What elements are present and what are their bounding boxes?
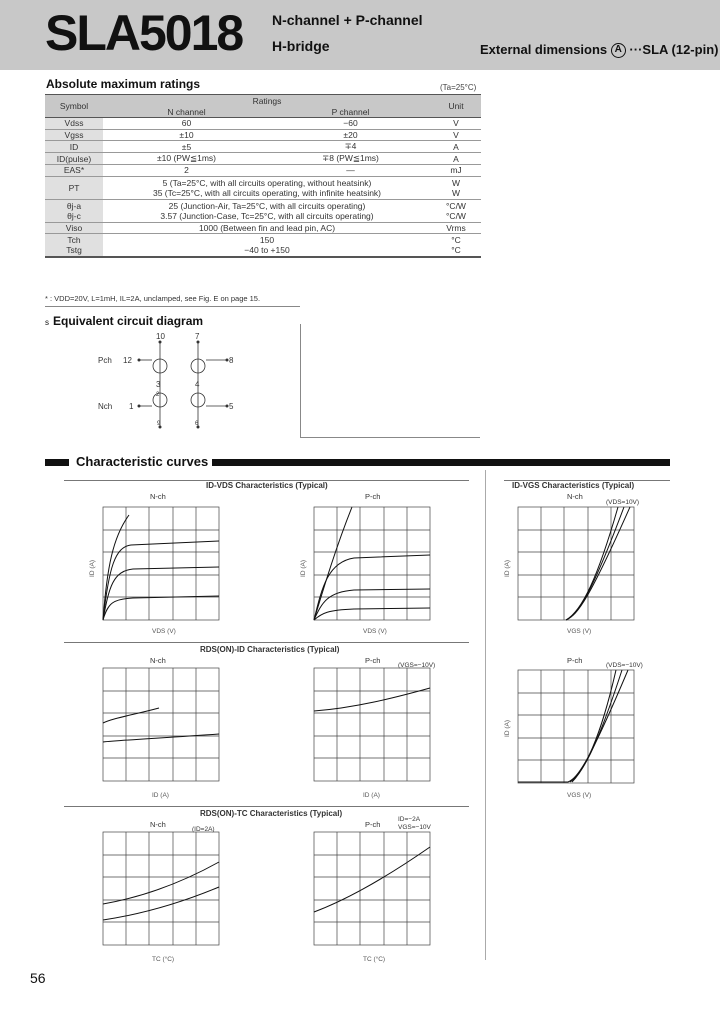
xlabel: ID (A)	[152, 792, 169, 799]
graph-nch-id-vgs	[518, 507, 634, 620]
graph-title-id-vgs: ID-VGS Characteristics (Typical)	[512, 481, 635, 490]
table-row: EAS* 2 — mJ	[45, 165, 481, 177]
svg-text:2: 2	[156, 392, 160, 398]
graph-pch-rds-id	[314, 668, 430, 781]
external-dimensions	[480, 42, 718, 58]
table-row: ID ±5 ∓4 A	[45, 141, 481, 153]
graph-title-rds-id: RDS(ON)-ID Characteristics (Typical)	[200, 645, 340, 654]
panel-frame-2	[64, 642, 469, 643]
xlabel: TC (°C)	[152, 956, 175, 963]
ta-note: (Ta=25°C)	[440, 83, 477, 92]
ylabel: ID (A)	[88, 560, 96, 577]
xlabel: ID (A)	[363, 792, 380, 799]
amr-title: Absolute maximum ratings	[46, 77, 201, 91]
label-pch: P-ch	[567, 656, 583, 665]
table-row-viso: Viso 1000 (Between fin and lead pin, AC) Vrms	[45, 222, 481, 234]
curves-title: Characteristic curves	[72, 454, 212, 469]
graph-pch-id-vds	[314, 507, 430, 620]
ext-suffix: ···SLA (12-pin)	[629, 42, 719, 57]
table-row-pt: PT 5 (Ta=25°C, with all circuits operating, without heatsink) 35 (Tc=25°C, with all circuits operating, with infinite heatsink) W W	[45, 176, 481, 199]
col-p-channel: P channel	[270, 106, 431, 118]
amr-table	[45, 94, 481, 258]
table-row-temp: Tch Tstg 150 −40 to +150 °C °C	[45, 234, 481, 257]
section-bar-right	[212, 459, 670, 466]
svg-text:1: 1	[129, 402, 134, 411]
panel-divider	[485, 470, 486, 960]
svg-text:12: 12	[123, 356, 132, 365]
svg-text:3: 3	[156, 380, 161, 389]
cond-id: (ID=2A)	[192, 826, 215, 833]
cond-vgs-p: VGS=−10V	[398, 824, 431, 831]
col-n-channel: N channel	[103, 106, 270, 118]
xlabel: VGS (V)	[567, 792, 592, 799]
nch-label: Nch	[98, 402, 113, 411]
circled-a-mark: A	[611, 43, 626, 58]
channel-description: N-channel + P-channel	[272, 12, 423, 28]
xlabel: TC (°C)	[363, 956, 386, 963]
xlabel: VGS (V)	[567, 628, 592, 635]
label-pch: P-ch	[365, 492, 381, 501]
cond-vgs: (VGS=−10V)	[398, 662, 436, 669]
xlabel: VDS (V)	[363, 628, 387, 635]
ylabel: ID (A)	[299, 560, 307, 577]
label-pch: P-ch	[365, 656, 381, 665]
table-row: Vdss 60 −60 V	[45, 118, 481, 130]
graph-nch-id-vds	[103, 507, 219, 620]
ext-prefix: External dimensions	[480, 42, 608, 57]
page-number: 56	[30, 970, 46, 986]
equiv-frame	[300, 324, 480, 438]
svg-text:8: 8	[229, 356, 234, 365]
topology-description: H-bridge	[272, 38, 330, 54]
svg-text:10: 10	[156, 332, 165, 341]
graph-nch-rds-tc	[103, 832, 219, 945]
label-nch: N-ch	[150, 656, 166, 665]
ylabel: ID (A)	[503, 560, 511, 577]
equivalent-circuit-diagram	[90, 332, 250, 432]
svg-text:7: 7	[195, 332, 200, 341]
col-unit: Unit	[431, 95, 481, 118]
cond-vds: (VDS=10V)	[606, 499, 640, 506]
xlabel: VDS (V)	[152, 628, 176, 635]
graph-title-rds-tc: RDS(ON)-TC Characteristics (Typical)	[200, 809, 343, 818]
panel-frame-3	[64, 806, 469, 807]
graph-pch-id-vgs	[518, 670, 634, 783]
label-pch: P-ch	[365, 820, 381, 829]
graph-title-id-vds: ID-VDS Characteristics (Typical)	[206, 481, 328, 490]
col-ratings: Ratings	[103, 95, 431, 107]
svg-text:4: 4	[195, 380, 200, 389]
ylabel: ID (A)	[503, 720, 511, 737]
part-number: SLA5018	[45, 5, 243, 61]
table-row: Vgss ±10 ±20 V	[45, 129, 481, 141]
cond-vds-p: (VDS=−10V)	[606, 662, 643, 669]
section-bar-left	[45, 459, 69, 466]
svg-text:9: 9	[157, 421, 161, 427]
svg-text:5: 5	[229, 402, 234, 411]
label-nch: N-ch	[150, 820, 166, 829]
divider	[45, 306, 300, 307]
table-row-theta: θj-a θj-c 25 (Junction-Air, Ta=25°C, with all circuits operating) 3.57 (Junction-Case, Tc=25°C, with all circuits operating) °C/W °C/W	[45, 199, 481, 222]
cond-id-p: ID=−2A	[398, 816, 421, 823]
graph-nch-rds-id	[103, 668, 219, 781]
graph-pch-rds-tc	[314, 832, 430, 945]
svg-text:6: 6	[195, 421, 199, 427]
pch-label: Pch	[98, 356, 112, 365]
col-symbol: Symbol	[45, 95, 103, 118]
amr-footnote: * : VDD=20V, L=1mH, IL=2A, unclamped, see Fig. E on page 15.	[45, 294, 261, 303]
equiv-title: s Equivalent circuit diagram	[45, 314, 204, 328]
label-nch: N-ch	[567, 492, 583, 501]
label-nch: N-ch	[150, 492, 166, 501]
table-row: ID(pulse) ±10 (PW≦1ms) ∓8 (PW≦1ms) A	[45, 153, 481, 165]
